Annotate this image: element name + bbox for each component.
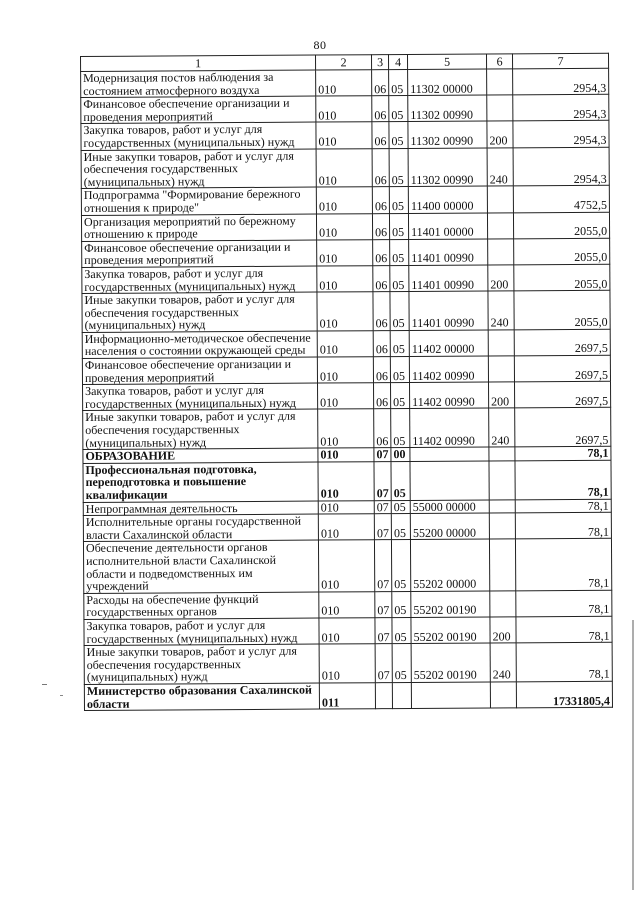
row-name-cell: Профессиональная подготовка, переподготовка и повышение квалификации <box>83 462 318 502</box>
code-cell: 010 <box>318 409 374 448</box>
code-cell <box>488 239 514 265</box>
code-cell: 06 <box>373 292 390 331</box>
row-name-cell: Иные закупки товаров, работ и услуг для обеспечения государственных (муниципальных) нужд <box>83 409 318 449</box>
amount-cell: 78,1 <box>515 499 611 513</box>
code-cell: 11401 00990 <box>409 265 488 292</box>
code-cell: 05 <box>389 187 408 213</box>
code-cell: 05 <box>391 500 410 514</box>
column-header: 6 <box>486 54 512 69</box>
code-cell: 010 <box>318 500 374 514</box>
code-cell: 06 <box>373 266 390 292</box>
code-cell: 06 <box>372 187 389 213</box>
amount-cell: 78,1 <box>516 642 612 681</box>
amount-cell: 17331805,4 <box>516 681 612 708</box>
table-row <box>83 460 611 502</box>
code-cell <box>490 682 516 708</box>
amount-cell: 2697,5 <box>514 329 610 356</box>
code-cell: 010 <box>319 618 375 645</box>
table-row <box>83 408 611 450</box>
code-cell: 240 <box>488 291 514 330</box>
amount-cell: 4752,5 <box>513 186 609 213</box>
amount-cell: 2954,3 <box>513 94 609 121</box>
code-cell <box>487 186 513 212</box>
code-cell: 05 <box>392 591 411 617</box>
code-cell: 010 <box>317 239 373 266</box>
column-header: 2 <box>315 55 371 70</box>
code-cell: 010 <box>319 591 375 618</box>
row-name-cell: Финансовое обеспечение организации и проведения мероприятий <box>82 357 317 385</box>
amount-cell: 2055,0 <box>514 238 610 265</box>
code-cell: 05 <box>389 69 408 95</box>
scan-artifact-mark <box>42 684 47 685</box>
code-cell: 11402 00990 <box>410 408 489 447</box>
row-name-cell: Финансовое обеспечение организации и проведения мероприятий <box>81 96 316 124</box>
code-cell: 07 <box>375 618 392 644</box>
code-cell <box>490 591 516 617</box>
code-cell: 55202 00190 <box>411 617 490 644</box>
table-row <box>83 539 611 594</box>
code-cell <box>489 499 515 513</box>
code-cell: 06 <box>372 70 389 96</box>
code-cell: 11402 00000 <box>409 330 488 357</box>
code-cell: 11402 00990 <box>410 382 489 409</box>
code-cell <box>489 447 515 461</box>
code-cell: 240 <box>489 408 515 447</box>
code-cell: 11400 00000 <box>408 186 487 213</box>
code-cell: 05 <box>390 265 409 291</box>
table-row <box>82 290 610 332</box>
table-row <box>84 681 612 710</box>
amount-cell: 78,1 <box>515 539 611 591</box>
amount-cell: 78,1 <box>515 460 611 499</box>
code-cell: 010 <box>316 148 372 187</box>
code-cell: 200 <box>490 617 516 643</box>
amount-cell: 2954,3 <box>513 68 609 95</box>
code-cell: 05 <box>390 330 409 356</box>
code-cell: 011 <box>319 683 375 710</box>
code-cell: 010 <box>318 462 374 501</box>
table-row <box>81 212 609 241</box>
code-cell: 010 <box>316 96 372 123</box>
code-cell: 55202 00190 <box>411 643 490 682</box>
code-cell: 200 <box>489 382 515 408</box>
table-row <box>81 68 609 97</box>
amount-cell: 2055,0 <box>514 264 610 291</box>
scan-artifact-mark <box>60 695 63 696</box>
code-cell: 05 <box>389 148 408 187</box>
code-cell: 05 <box>389 213 408 239</box>
column-header: 4 <box>388 54 407 69</box>
code-cell: 07 <box>374 448 391 462</box>
table-row <box>82 355 610 384</box>
code-cell: 05 <box>390 292 409 331</box>
code-cell: 07 <box>374 540 391 591</box>
column-header: 7 <box>512 53 608 69</box>
table-row <box>82 264 610 293</box>
table-row <box>81 147 609 189</box>
code-cell: 11302 00990 <box>408 121 487 148</box>
code-cell: 010 <box>318 448 374 462</box>
row-name-cell: Исполнительные органы государственной власти Сахалинской области <box>83 514 318 542</box>
code-cell: 200 <box>488 265 514 291</box>
table-row <box>82 238 610 267</box>
code-cell: 00 <box>391 448 410 462</box>
code-cell: 06 <box>373 357 390 383</box>
amount-cell: 2697,5 <box>514 355 610 382</box>
code-cell: 05 <box>390 239 409 265</box>
code-cell: 05 <box>391 514 410 540</box>
amount-cell: 78,1 <box>516 590 612 617</box>
code-cell: 06 <box>374 383 391 409</box>
code-cell <box>375 683 392 709</box>
code-cell: 07 <box>374 514 391 540</box>
amount-cell: 78,1 <box>515 446 611 460</box>
code-cell: 05 <box>390 357 409 383</box>
row-name-cell: Закупка товаров, работ и услуг для государственных (муниципальных) нужд <box>82 266 317 294</box>
code-cell <box>489 539 515 591</box>
code-cell: 11401 00990 <box>409 239 488 266</box>
row-name-cell: Подпрограмма "Формирование бережного отношения к природе" <box>81 187 316 215</box>
code-cell: 11302 00990 <box>408 148 487 187</box>
code-cell <box>488 356 514 382</box>
code-cell: 05 <box>391 383 410 409</box>
row-name-cell: Обеспечение деятельности органов исполнительной власти Сахалинской области и подведомственных им учреждений <box>83 540 318 593</box>
code-cell <box>392 682 411 708</box>
row-name-cell: Финансовое обеспечение организации и проведения мероприятий <box>82 240 317 268</box>
code-cell: 55000 00000 <box>410 500 489 514</box>
table-row <box>84 590 612 619</box>
row-name-cell: Модернизация постов наблюдения за состоянием атмосферного воздуха <box>81 70 316 98</box>
table-row <box>81 121 609 150</box>
code-cell: 010 <box>319 644 375 683</box>
code-cell: 06 <box>373 239 390 265</box>
code-cell: 010 <box>318 514 374 541</box>
code-cell: 05 <box>389 122 408 148</box>
amount-cell: 2954,3 <box>513 121 609 148</box>
code-cell: 05 <box>391 409 410 448</box>
row-name-cell: Информационно-методическое обеспечение населения о состоянии окружающей среды <box>82 331 317 359</box>
code-cell: 010 <box>317 292 373 331</box>
code-cell: 010 <box>316 70 372 97</box>
table-row <box>82 329 610 358</box>
code-cell: 240 <box>487 147 513 186</box>
code-cell: 07 <box>374 500 391 514</box>
code-cell: 010 <box>316 187 372 214</box>
code-cell: 05 <box>391 540 410 591</box>
row-name-cell: Закупка товаров, работ и услуг для государственных (муниципальных) нужд <box>81 122 316 150</box>
code-cell: 05 <box>392 617 411 643</box>
row-name-cell: Иные закупки товаров, работ и услуг для обеспечения государственных (муниципальных) нужд <box>82 292 317 332</box>
code-cell: 07 <box>375 591 392 617</box>
code-cell: 05 <box>391 461 410 500</box>
code-cell <box>487 212 513 238</box>
row-name-cell: Закупка товаров, работ и услуг для государственных (муниципальных) нужд <box>84 618 319 646</box>
table-row <box>81 186 609 215</box>
code-cell: 06 <box>372 96 389 122</box>
row-name-cell: Непрограммная деятельность <box>83 501 318 516</box>
amount-cell: 2055,0 <box>513 212 609 239</box>
code-cell <box>487 95 513 121</box>
code-cell <box>489 513 515 539</box>
code-cell: 07 <box>374 461 391 500</box>
code-cell <box>411 682 490 709</box>
amount-cell: 78,1 <box>516 616 612 643</box>
row-name-cell: Расходы на обеспечение функций государственных органов <box>84 592 319 620</box>
code-cell: 11401 00990 <box>409 291 488 330</box>
code-cell: 11302 00990 <box>408 95 487 122</box>
table-row <box>81 94 609 123</box>
code-cell: 010 <box>318 540 374 592</box>
table-row <box>83 382 611 411</box>
row-name-cell: Министерство образования Сахалинской области <box>84 683 319 711</box>
column-header: 1 <box>81 55 316 71</box>
code-cell: 11302 00000 <box>408 69 487 96</box>
code-cell <box>487 69 513 95</box>
code-cell: 06 <box>372 122 389 148</box>
budget-table-sheet <box>80 53 624 711</box>
code-cell: 06 <box>372 148 389 187</box>
code-cell: 07 <box>375 644 392 683</box>
code-cell: 55200 00000 <box>410 513 489 540</box>
table-row <box>84 616 612 645</box>
amount-cell: 2697,5 <box>515 408 611 447</box>
page-number: 80 <box>313 38 327 52</box>
row-name-cell: ОБРАЗОВАНИЕ <box>83 448 318 463</box>
amount-cell: 2954,3 <box>513 147 609 186</box>
row-name-cell: Иные закупки товаров, работ и услуг для обеспечения государственных (муниципальных) нужд <box>81 149 316 189</box>
code-cell: 55202 00190 <box>411 591 490 618</box>
code-cell: 010 <box>316 122 372 149</box>
row-name-cell: Организация мероприятий по бережному отношению к природе <box>81 214 316 242</box>
row-name-cell: Иные закупки товаров, работ и услуг для обеспечения государственных (муниципальных) нужд <box>84 644 319 684</box>
row-name-cell: Закупка товаров, работ и услуг для государственных (муниципальных) нужд <box>83 383 318 411</box>
code-cell <box>489 461 515 500</box>
code-cell: 200 <box>487 121 513 147</box>
code-cell: 010 <box>317 357 373 384</box>
code-cell: 240 <box>490 643 516 682</box>
code-cell: 11401 00000 <box>408 213 487 240</box>
code-cell: 010 <box>317 266 373 293</box>
code-cell: 06 <box>374 409 391 448</box>
table-row <box>83 512 611 541</box>
code-cell <box>410 447 489 461</box>
code-cell: 010 <box>316 213 372 240</box>
code-cell <box>410 461 489 500</box>
scan-artifact-line <box>632 620 634 890</box>
code-cell: 05 <box>389 96 408 122</box>
code-cell: 55202 00000 <box>410 539 489 591</box>
code-cell: 06 <box>372 213 389 239</box>
table-body <box>81 68 613 710</box>
amount-cell: 2697,5 <box>515 382 611 409</box>
code-cell: 11402 00990 <box>409 356 488 383</box>
amount-cell: 78,1 <box>515 512 611 539</box>
column-header: 3 <box>371 55 388 70</box>
budget-table <box>80 53 613 711</box>
column-header: 5 <box>407 54 486 69</box>
amount-cell: 2055,0 <box>514 290 610 329</box>
code-cell: 05 <box>392 644 411 683</box>
table-row <box>84 642 612 684</box>
code-cell <box>488 330 514 356</box>
code-cell: 010 <box>317 331 373 358</box>
code-cell: 06 <box>373 330 390 356</box>
code-cell: 010 <box>318 383 374 410</box>
